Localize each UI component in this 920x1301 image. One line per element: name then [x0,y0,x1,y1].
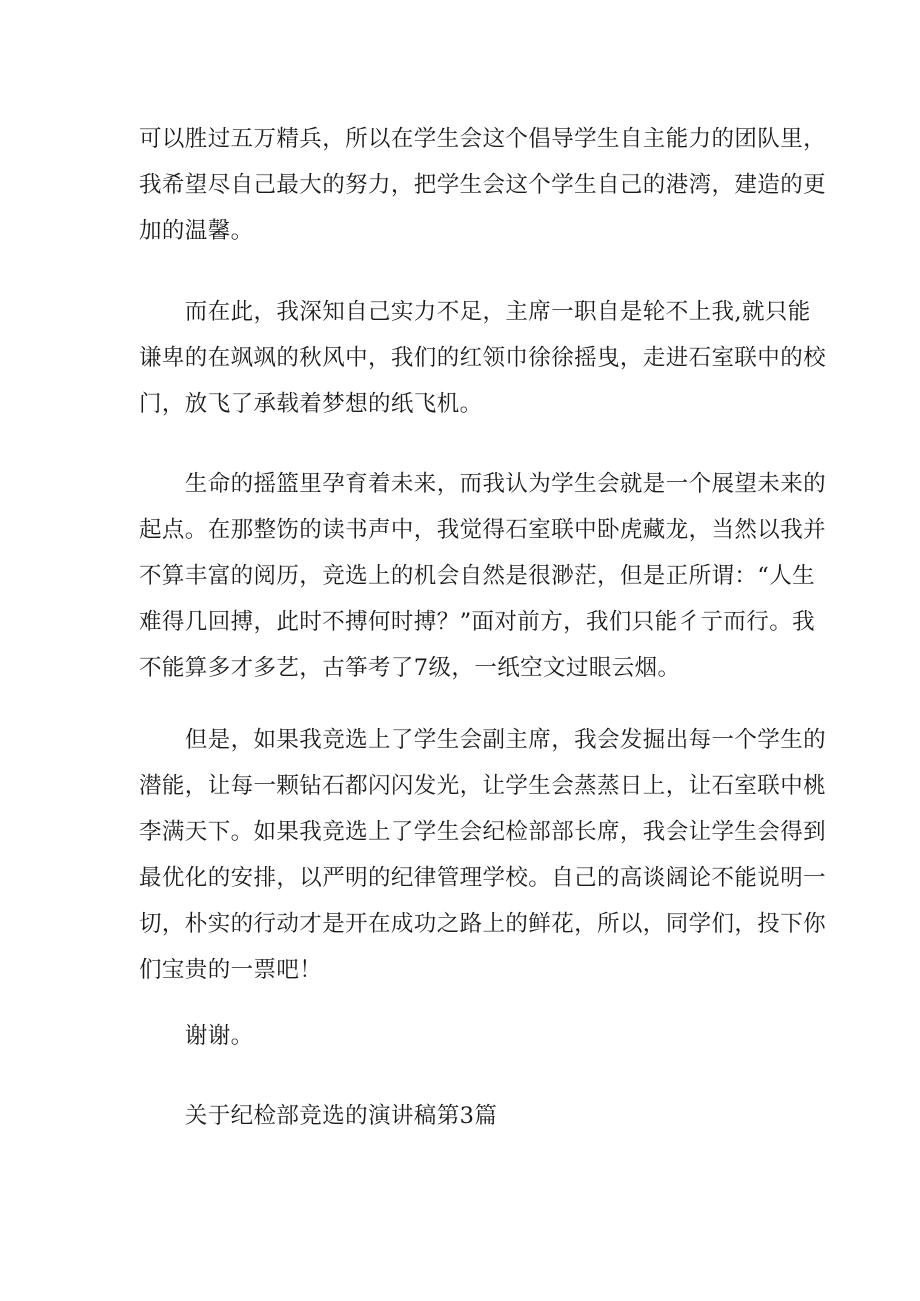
paragraph [139,461,827,691]
text-line: 可以胜过五万精兵，所以在学生会这个倡导学生自主能力的团队里， [139,126,827,152]
text-line: 生命的摇篮里孕育着未来，而我认为学生会就是一个展望未来的 [139,471,827,497]
paragraph [139,717,827,993]
text-line: 而在此，我深知自己实力不足，主席一职自是轮不上我,就只能 [139,299,811,325]
text-line: 但是，如果我竞选上了学生会副主席，我会发掘出每一个学生的 [139,727,827,753]
text-line: 不算丰富的阅历，竞选上的机会自然是很渺茫，但是正所谓：“人生 [139,563,816,589]
text-line: 加的温馨。 [139,218,254,244]
section-heading [139,1093,789,1139]
text-line: 最优化的安排，以严明的纪律管理学校。自己的高谈阔论不能说明一 [139,865,827,891]
text-line: 潜能，让每一颗钻石都闪闪发光，让学生会蒸蒸日上，让石室联中桃 [139,773,827,799]
text-line: 们宝贵的一票吧！ [139,957,323,983]
paragraph [139,289,827,427]
text-line: 李满天下。如果我竞选上了学生会纪检部部长席，我会让学生会得到 [139,819,827,845]
text-line: 起点。在那整饬的读书声中，我觉得石室联中卧虎藏龙，当然以我并 [139,517,827,543]
text-line: 谢谢。 [139,1023,254,1049]
text-line: 谦卑的在飒飒的秋风中，我们的红领巾徐徐摇曳，走进石室联中的校 [139,345,827,371]
paragraph [139,1013,789,1059]
text-line: 难得几回搏，此时不搏何时搏？”面对前方，我们只能彳亍而行。我 [139,609,816,635]
text-line: 我希望尽自己最大的努力，把学生会这个学生自己的港湾，建造的更 [139,172,827,198]
text-line: 不能算多才多艺，古筝考了7级，一纸空文过眼云烟。 [139,655,681,681]
paragraph [139,116,827,254]
text-line: 关于纪检部竞选的演讲稿第3篇 [139,1103,498,1129]
text-line: 切，朴实的行动才是开在成功之路上的鲜花，所以，同学们，投下你 [139,911,827,937]
text-line: 门，放飞了承载着梦想的纸飞机。 [139,391,483,417]
